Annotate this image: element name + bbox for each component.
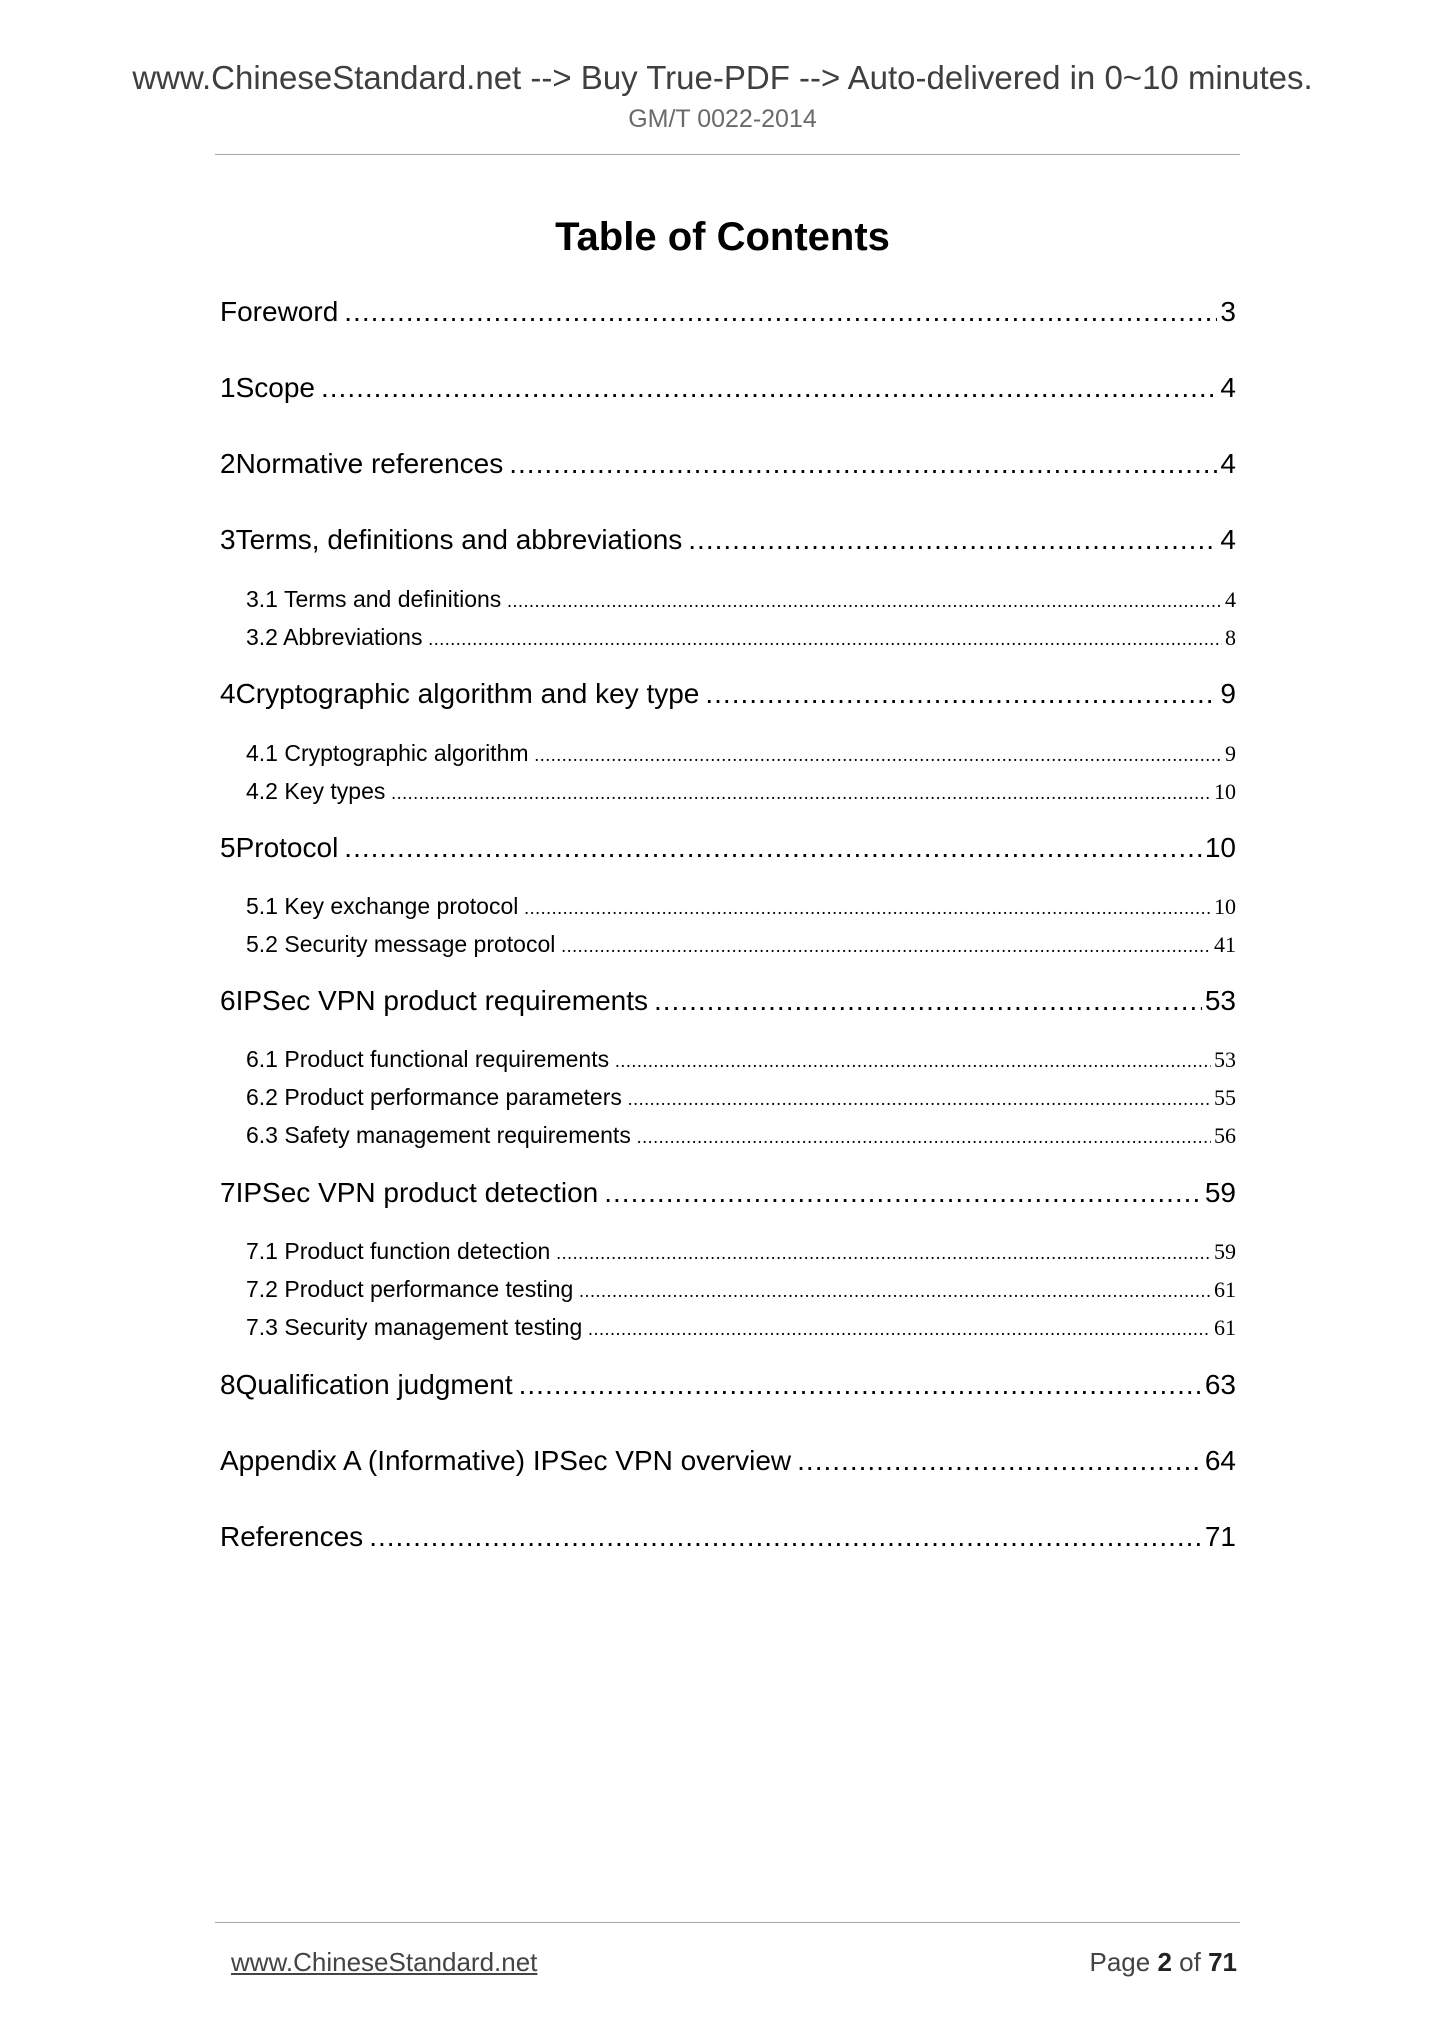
- toc-dot-leader: [579, 1281, 1211, 1302]
- toc-entry-foreword[interactable]: [220, 296, 1236, 328]
- toc-entry-label: 6.1 Product functional requirements: [246, 1046, 610, 1072]
- toc-subentry-6-1[interactable]: [246, 1046, 1236, 1073]
- toc-dot-leader: [535, 745, 1222, 766]
- toc-entry-page: 10: [1214, 779, 1236, 804]
- toc-dot-leader: [524, 898, 1211, 919]
- toc-entry-label: Normative references: [235, 448, 504, 479]
- toc-dot-leader: [428, 629, 1222, 650]
- standard-code: GM/T 0022-2014: [628, 105, 817, 133]
- toc-entry-page: 10: [1214, 894, 1236, 919]
- toc-dot-leader: [507, 591, 1222, 612]
- toc-entry-label: 6.3 Safety management requirements: [246, 1122, 631, 1148]
- toc-entry-label: 7.1 Product function detection: [246, 1238, 551, 1264]
- toc-entry-page: 3: [1220, 296, 1236, 327]
- toc-dot-leader: [556, 1243, 1211, 1264]
- footer-site-link[interactable]: www.ChineseStandard.net: [231, 1947, 538, 1977]
- toc-dot-leader: [344, 296, 1217, 328]
- toc-entry-page: 59: [1204, 1177, 1236, 1208]
- toc-entry-page: 41: [1214, 932, 1236, 957]
- toc-entry-product-requirements[interactable]: [220, 985, 1236, 1017]
- toc-entry-page: 53: [1214, 1047, 1236, 1072]
- toc-dot-leader: [561, 936, 1211, 957]
- toc-entry-product-detection[interactable]: [220, 1177, 1236, 1209]
- toc-dot-leader: [369, 1521, 1202, 1553]
- toc-entry-number: 6: [220, 985, 236, 1016]
- toc-entry-cryptographic-algorithm[interactable]: [220, 678, 1236, 710]
- toc-entry-label: Qualification judgment: [235, 1369, 513, 1400]
- toc-dot-leader: [344, 832, 1202, 864]
- toc-dot-leader: [588, 1319, 1211, 1340]
- toc-entry-page: 4: [1220, 448, 1236, 479]
- toc-entry-number: 3: [220, 524, 236, 555]
- toc-entry-number: 1: [220, 372, 236, 403]
- toc-dot-leader: [615, 1051, 1211, 1072]
- toc-entry-page: 9: [1220, 678, 1236, 709]
- toc-entry-number: 4: [220, 678, 236, 709]
- toc-dot-leader: [705, 678, 1217, 710]
- page-word: Page: [1089, 1947, 1151, 1977]
- toc-entry-terms[interactable]: [220, 524, 1236, 556]
- toc-subentry-7-3[interactable]: [246, 1314, 1236, 1341]
- page-title: Table of Contents: [555, 215, 890, 259]
- toc-entry-label: 4.2 Key types: [246, 778, 386, 804]
- toc-entry-label: 3.2 Abbreviations: [246, 624, 423, 650]
- toc-entry-page: 64: [1204, 1445, 1236, 1476]
- toc-dot-leader: [637, 1127, 1211, 1148]
- toc-entry-label: Terms, definitions and abbreviations: [235, 524, 683, 555]
- toc-entry-page: 59: [1214, 1239, 1236, 1264]
- header-divider: [215, 154, 1240, 155]
- toc-entry-page: 61: [1214, 1277, 1236, 1302]
- toc-subentry-5-2[interactable]: [246, 931, 1236, 958]
- toc-entry-label: 4.1 Cryptographic algorithm: [246, 740, 529, 766]
- toc-entry-page: 4: [1220, 524, 1236, 555]
- toc-entry-label: Protocol: [235, 832, 339, 863]
- toc-dot-leader: [654, 985, 1202, 1017]
- toc-entry-number: 8: [220, 1369, 236, 1400]
- toc-entry-page: 9: [1225, 741, 1236, 766]
- toc-entry-label: 5.1 Key exchange protocol: [246, 893, 519, 919]
- toc-entry-qualification-judgment[interactable]: [220, 1369, 1236, 1401]
- toc-entry-protocol[interactable]: [220, 832, 1236, 864]
- toc-entry-label: IPSec VPN product requirements: [235, 985, 648, 1016]
- toc-entry-page: 10: [1204, 832, 1236, 863]
- toc-subentry-4-2[interactable]: [246, 778, 1236, 805]
- toc-subentry-3-1[interactable]: [246, 586, 1236, 613]
- total-page-count: 71: [1208, 1947, 1237, 1977]
- toc-dot-leader: [797, 1445, 1202, 1477]
- toc-entry-label: Appendix A (Informative) IPSec VPN overview: [220, 1445, 792, 1476]
- toc-entry-number: 5: [220, 832, 236, 863]
- toc-subentry-7-2[interactable]: [246, 1276, 1236, 1303]
- page-of-word: of: [1179, 1947, 1201, 1977]
- toc-entry-label: References: [220, 1521, 364, 1552]
- toc-entry-page: 4: [1225, 587, 1236, 612]
- toc-entry-number: 2: [220, 448, 236, 479]
- toc-entry-label: 7.3 Security management testing: [246, 1314, 583, 1340]
- toc-dot-leader: [628, 1089, 1211, 1110]
- toc-dot-leader: [519, 1369, 1202, 1401]
- toc-entry-label: 5.2 Security message protocol: [246, 931, 556, 957]
- toc-entry-page: 63: [1204, 1369, 1236, 1400]
- toc-entry-number: 7: [220, 1177, 236, 1208]
- toc-entry-label: IPSec VPN product detection: [235, 1177, 599, 1208]
- toc-dot-leader: [509, 448, 1217, 480]
- current-page-number: 2: [1157, 1947, 1172, 1977]
- toc-entry-page: 61: [1214, 1315, 1236, 1340]
- toc-entry-label: Cryptographic algorithm and key type: [235, 678, 700, 709]
- toc-dot-leader: [321, 372, 1217, 404]
- toc-entry-references[interactable]: [220, 1521, 1236, 1553]
- toc-entry-page: 53: [1204, 985, 1236, 1016]
- toc-subentry-7-1[interactable]: [246, 1238, 1236, 1265]
- page-indicator: [1089, 1946, 1237, 1978]
- toc-subentry-5-1[interactable]: [246, 893, 1236, 920]
- toc-entry-label: 3.1 Terms and definitions: [246, 586, 502, 612]
- toc-entry-label: Scope: [235, 372, 315, 403]
- toc-entry-page: 71: [1204, 1521, 1236, 1552]
- toc-entry-appendix-a[interactable]: [220, 1445, 1236, 1477]
- toc-entry-page: 56: [1214, 1123, 1236, 1148]
- toc-subentry-3-2[interactable]: [246, 624, 1236, 651]
- toc-entry-page: 8: [1225, 625, 1236, 650]
- toc-entry-label: 6.2 Product performance parameters: [246, 1084, 622, 1110]
- toc-entry-label: Foreword: [220, 296, 339, 327]
- toc-subentry-4-1[interactable]: [246, 740, 1236, 767]
- toc-entry-page: 4: [1220, 372, 1236, 403]
- toc-entry-page: 55: [1214, 1085, 1236, 1110]
- toc-dot-leader: [604, 1177, 1202, 1209]
- source-banner: www.ChineseStandard.net --> Buy True-PDF --> Auto-delivered in 0~10 minutes.: [132, 59, 1313, 96]
- toc-entry-label: 7.2 Product performance testing: [246, 1276, 574, 1302]
- footer-divider: [215, 1922, 1240, 1923]
- toc-subentry-6-2[interactable]: [246, 1084, 1236, 1111]
- toc-entry-scope[interactable]: [220, 372, 1236, 404]
- toc-entry-normative-references[interactable]: [220, 448, 1236, 480]
- toc-dot-leader: [688, 524, 1217, 556]
- toc-subentry-6-3[interactable]: [246, 1122, 1236, 1149]
- toc-dot-leader: [391, 783, 1211, 804]
